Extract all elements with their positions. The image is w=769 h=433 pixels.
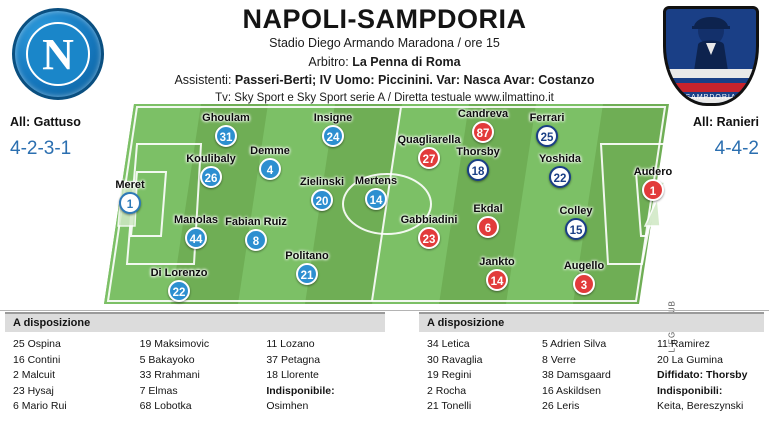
home-bench-col-1: [5, 337, 132, 415]
bench-player: 38 Damsgaard: [542, 369, 611, 381]
bench-player: 21 Tonelli: [427, 400, 472, 412]
bench-player: 19 Maksimovic: [139, 338, 210, 350]
player-marker[interactable]: [136, 267, 222, 302]
player-name: Colley: [559, 205, 593, 217]
player-name: Koulibaly: [186, 153, 236, 165]
home-bench-col-3: [258, 337, 385, 415]
player-name: Di Lorenzo: [150, 267, 208, 279]
crest-band-white-1: [666, 69, 756, 78]
bench-player: 33 Rrahmani: [139, 369, 200, 381]
tv-line: Tv: Sky Sport e Sky Sport serie A / Diretta testuale www.ilmattino.it: [215, 92, 554, 104]
player-name: Zielinski: [299, 176, 345, 188]
bench-player: 20 La Gumina: [657, 353, 723, 366]
bench-player: 18 Llorente: [266, 369, 319, 381]
home-coach-label: All:: [10, 115, 31, 129]
pitch: [104, 104, 673, 304]
player-marker[interactable]: [517, 153, 603, 188]
player-name: Quagliarella: [397, 134, 461, 146]
player-marker[interactable]: [541, 260, 627, 295]
stadium-info: Stadio Diego Armando Maradona / ore 15: [269, 36, 500, 50]
player-name: Thorsby: [456, 146, 500, 158]
player-number: 14: [486, 269, 508, 291]
player-number: 22: [549, 166, 571, 188]
napoli-crest-letter: N: [42, 29, 74, 79]
home-bench-col-2: [132, 337, 259, 415]
player-name: Augello: [563, 260, 605, 272]
away-formation: 4-4-2: [714, 138, 759, 159]
player-number: 8: [245, 229, 267, 251]
bench-player: 26 Leris: [542, 400, 580, 412]
referee-label: Arbitro:: [308, 55, 349, 69]
player-marker[interactable]: [227, 145, 313, 180]
away-coach-label: All:: [692, 115, 714, 129]
home-formation: 4-2-3-1: [10, 138, 72, 159]
home-bench-header: A disposizione: [5, 312, 385, 332]
player-number: 18: [467, 159, 489, 181]
napoli-crest: [12, 8, 104, 100]
player-number: 24: [322, 125, 344, 147]
crest-shield: [663, 6, 759, 106]
player-marker[interactable]: [386, 134, 472, 169]
crest-band-red: [666, 83, 756, 92]
bench-player: 2 Malcuit: [13, 369, 56, 381]
bench-player: 37 Petagna: [266, 353, 321, 366]
player-name: Candreva: [457, 108, 509, 120]
player-number: 20: [311, 189, 333, 211]
player-name: Politano: [285, 250, 329, 262]
player-number: 31: [215, 125, 237, 147]
away-bench-col-2: [534, 337, 649, 415]
player-name: Jankto: [479, 256, 515, 268]
player-marker[interactable]: [213, 216, 299, 251]
player-number: 21: [296, 263, 318, 285]
bench-player: 5 Bakayoko: [139, 353, 195, 366]
away-coach: [693, 115, 759, 129]
player-marker[interactable]: [610, 166, 696, 201]
player-number: 27: [418, 147, 440, 169]
player-number: 87: [472, 121, 494, 143]
player-name: Mertens: [354, 175, 398, 187]
bench-player: 8 Verre: [542, 353, 576, 366]
player-marker[interactable]: [386, 214, 472, 249]
officials-names: Passeri-Berti; IV Uomo: Piccinini. Var: Nasca Avar: Costanzo: [234, 73, 595, 87]
bench-player: 11 Ramirez: [657, 338, 710, 350]
away-bench: [419, 312, 764, 415]
bench-note-label: Diffidato: Thorsby: [657, 369, 748, 381]
bench-player: 11 Lozano: [266, 338, 315, 350]
player-name: Yoshida: [539, 153, 581, 165]
bench-player: 19 Regini: [427, 369, 472, 381]
bench-note-label: Indisponibile:: [266, 384, 335, 397]
bench-note-value: Osimhen: [266, 400, 309, 412]
sampdoria-crest-label: SAMPDORIA: [685, 94, 737, 101]
home-bench: [5, 312, 385, 415]
sailor-icon: [676, 15, 746, 76]
player-name: Meret: [115, 179, 145, 191]
bench-player: 34 Letica: [427, 338, 470, 350]
player-name: Manolas: [173, 214, 218, 226]
player-number: 25: [536, 125, 558, 147]
bench-note-value: Keita, Bereszynski: [657, 400, 744, 412]
away-coach-name: Ranieri: [716, 115, 759, 129]
home-coach-name: Gattuso: [33, 115, 81, 129]
player-number: 23: [418, 227, 440, 249]
officials-label: Assistenti:: [174, 73, 232, 87]
player-number: 4: [259, 158, 281, 180]
player-marker[interactable]: [533, 205, 619, 240]
player-name: Demme: [250, 145, 290, 157]
player-name: Ekdal: [473, 203, 503, 215]
player-number: 44: [185, 227, 207, 249]
player-name: Ghoulam: [202, 112, 250, 124]
player-number: 1: [119, 192, 141, 214]
bench-player: 16 Contini: [13, 353, 61, 366]
header: [0, 0, 769, 112]
away-bench-col-3: [649, 337, 764, 415]
player-marker[interactable]: [454, 256, 540, 291]
bench-player: 2 Rocha: [427, 384, 467, 397]
away-bench-header: A disposizione: [419, 312, 764, 332]
player-name: Ferrari: [529, 112, 565, 124]
player-marker[interactable]: [87, 179, 173, 214]
bench-divider: [0, 310, 769, 311]
bench-player: 68 Lobotka: [139, 400, 192, 412]
player-number: 15: [565, 218, 587, 240]
referee-name: La Penna di Roma: [352, 55, 461, 69]
bench-player: 5 Adrien Silva: [542, 338, 607, 350]
bench-player: 25 Ospina: [13, 338, 61, 350]
bench-player: 16 Askildsen: [542, 384, 601, 397]
player-marker[interactable]: [290, 112, 376, 147]
referee-line: [0, 55, 769, 69]
bench-section: [0, 312, 769, 433]
player-marker[interactable]: [183, 112, 269, 147]
player-name: Audero: [633, 166, 673, 178]
bench-player: 6 Mario Rui: [13, 400, 67, 412]
player-number: 22: [168, 280, 190, 302]
player-name: Insigne: [313, 112, 353, 124]
player-name: Fabian Ruiz: [225, 216, 287, 228]
page-title: NAPOLI-SAMPDORIA: [242, 4, 527, 34]
player-number: 14: [365, 188, 387, 210]
bench-player: 30 Ravaglia: [427, 353, 483, 366]
bench-player: 23 Hysaj: [13, 384, 54, 397]
player-marker[interactable]: [264, 250, 350, 285]
player-marker[interactable]: [333, 175, 419, 210]
bench-note-label-2: Indisponibili:: [657, 384, 723, 397]
home-coach: [10, 115, 81, 129]
bench-player: 7 Elmas: [139, 384, 178, 397]
player-number: 1: [642, 179, 664, 201]
sampdoria-crest: [663, 6, 759, 106]
player-name: Gabbiadini: [400, 214, 458, 226]
away-bench-col-1: [419, 337, 534, 415]
player-number: 26: [200, 166, 222, 188]
officials-line: [0, 73, 769, 87]
player-number: 6: [477, 216, 499, 238]
player-number: 3: [573, 273, 595, 295]
